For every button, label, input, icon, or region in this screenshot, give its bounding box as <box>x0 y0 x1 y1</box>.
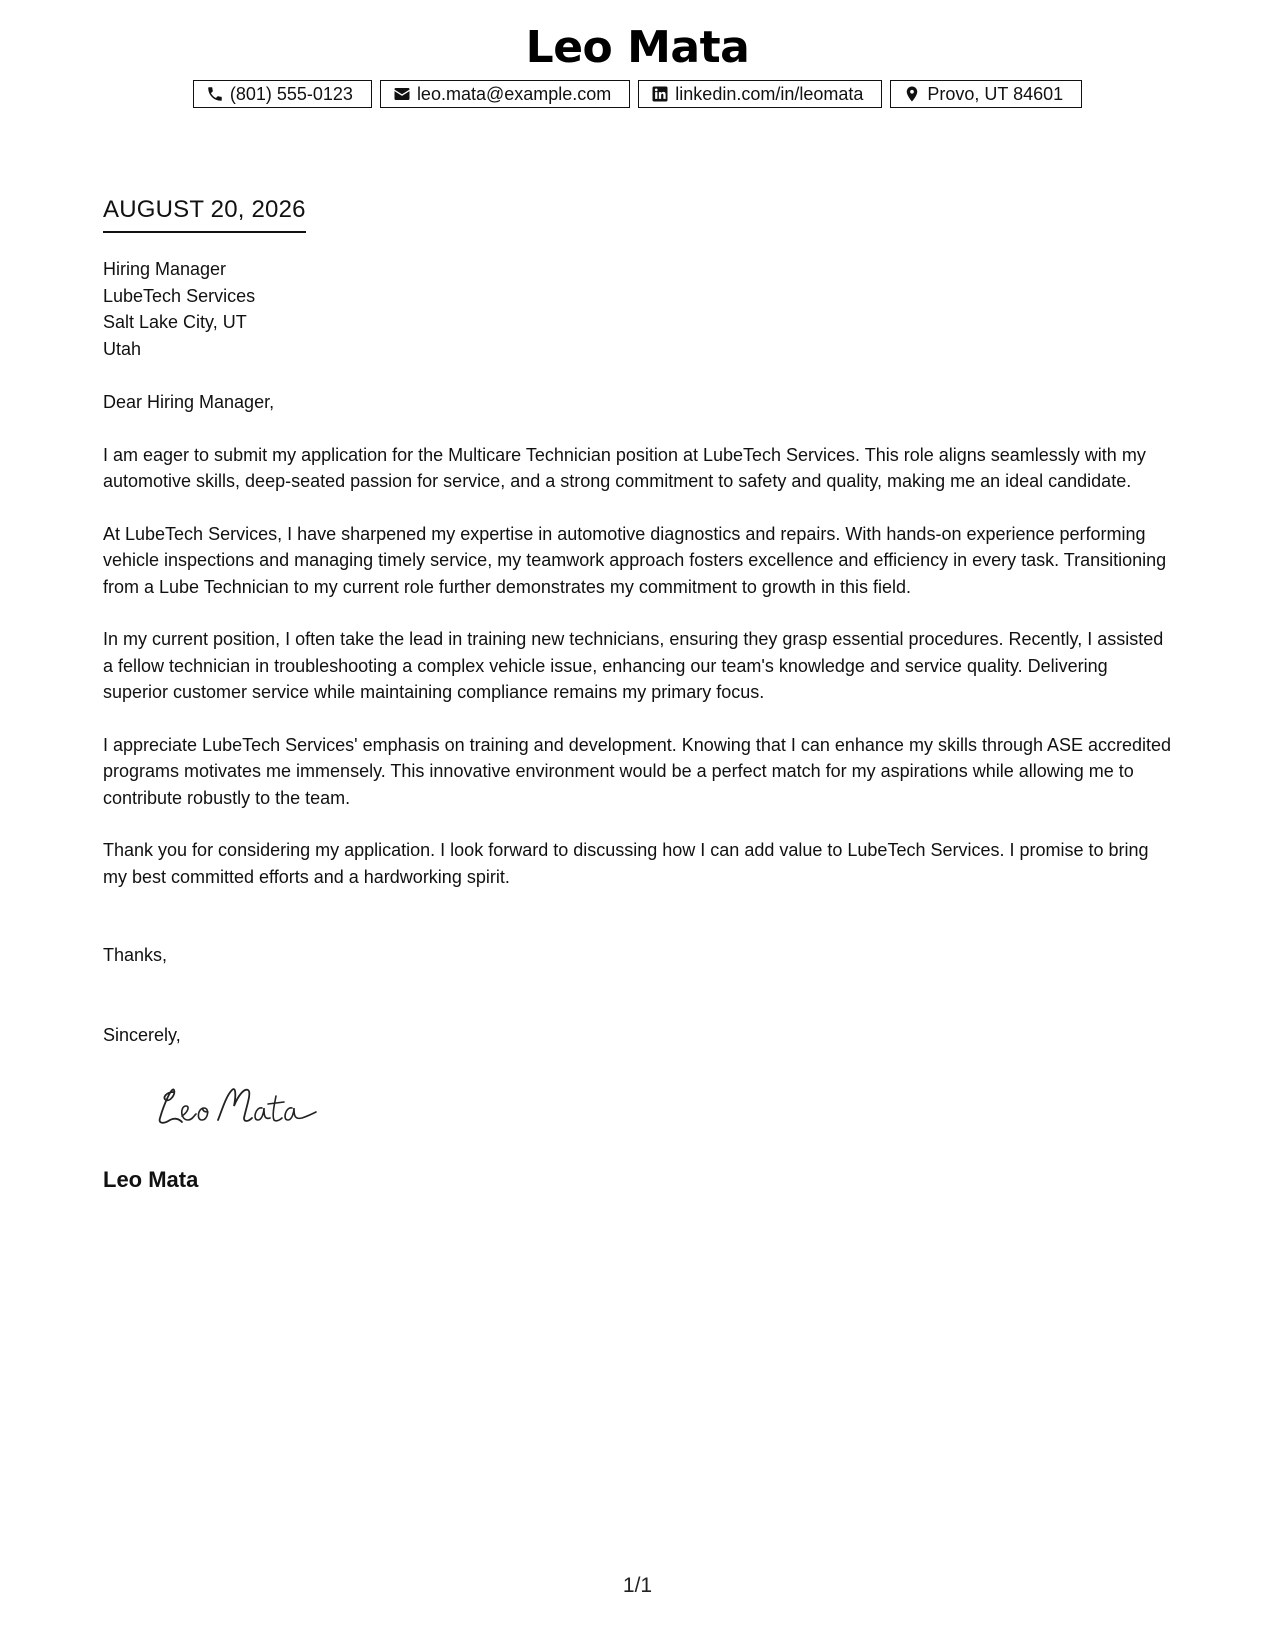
contact-location-text: Provo, UT 84601 <box>927 83 1064 104</box>
recipient-state: Utah <box>103 338 142 359</box>
handwritten-signature <box>152 1082 322 1130</box>
recipient-block <box>103 256 255 362</box>
phone-icon <box>206 85 224 103</box>
contact-phone[interactable] <box>193 80 372 108</box>
page-number: 1/1 <box>622 1574 653 1597</box>
contact-phone-text: (801) 555-0123 <box>229 83 353 104</box>
closing-thanks: Thanks, <box>103 945 168 965</box>
paragraph: At LubeTech Services, I have sharpened my expertise in automotive diagnostics and repairs. With hands-on experience performing vehicle inspections and managing timely service, my teamwork approach fosters excellence and efficiency in every task. Transitioning from a Lube Technician to my current role further demonstrates my commitment to growth in this field. <box>103 523 1167 597</box>
applicant-name: Leo Mata <box>525 22 750 73</box>
paragraph: Thank you for considering my application. I look forward to discussing how I can add value to LubeTech Services. I promise to bring my best committed efforts and a hardworking spirit. <box>103 840 1149 887</box>
contact-linkedin[interactable] <box>638 80 882 108</box>
contact-linkedin-text: linkedin.com/in/leomata <box>675 83 864 104</box>
salutation: Dear Hiring Manager, <box>103 392 275 412</box>
letter-body <box>103 389 1173 916</box>
contact-email[interactable] <box>380 80 630 108</box>
paragraph: I am eager to submit my application for the Multicare Technician position at LubeTech Services. This role aligns seamlessly with my automotive skills, deep-seated passion for service, and a strong commitment to safety and quality, making me an ideal candidate. <box>103 444 1146 491</box>
contact-bar <box>0 80 1275 108</box>
signer-name: Leo Mata <box>103 1167 199 1192</box>
letter-date: AUGUST 20, 2026 <box>103 195 306 233</box>
map-pin-icon <box>903 85 921 103</box>
recipient-company: LubeTech Services <box>103 285 256 306</box>
contact-email-text: leo.mata@example.com <box>416 83 612 104</box>
paragraph: In my current position, I often take the lead in training new technicians, ensuring they grasp essential procedures. Recently, I assisted a fellow technician in troubleshooting a complex vehicle issue, enhancing our team's knowledge and service quality. Delivering superior customer service while maintaining compliance remains my primary focus. <box>103 629 1164 702</box>
recipient-city: Salt Lake City, UT <box>103 312 247 332</box>
linkedin-icon <box>651 85 669 103</box>
contact-location[interactable] <box>890 80 1082 108</box>
recipient-title: Hiring Manager <box>103 259 227 279</box>
envelope-icon <box>393 85 411 103</box>
closing-sincerely: Sincerely, <box>103 1025 181 1045</box>
paragraph: I appreciate LubeTech Services' emphasis on training and development. Knowing that I can enhance my skills through ASE accredited programs motivates me immensely. This innovative environment would be a perfect match for my aspirations while allowing me to contribute robustly to the team. <box>103 734 1172 808</box>
